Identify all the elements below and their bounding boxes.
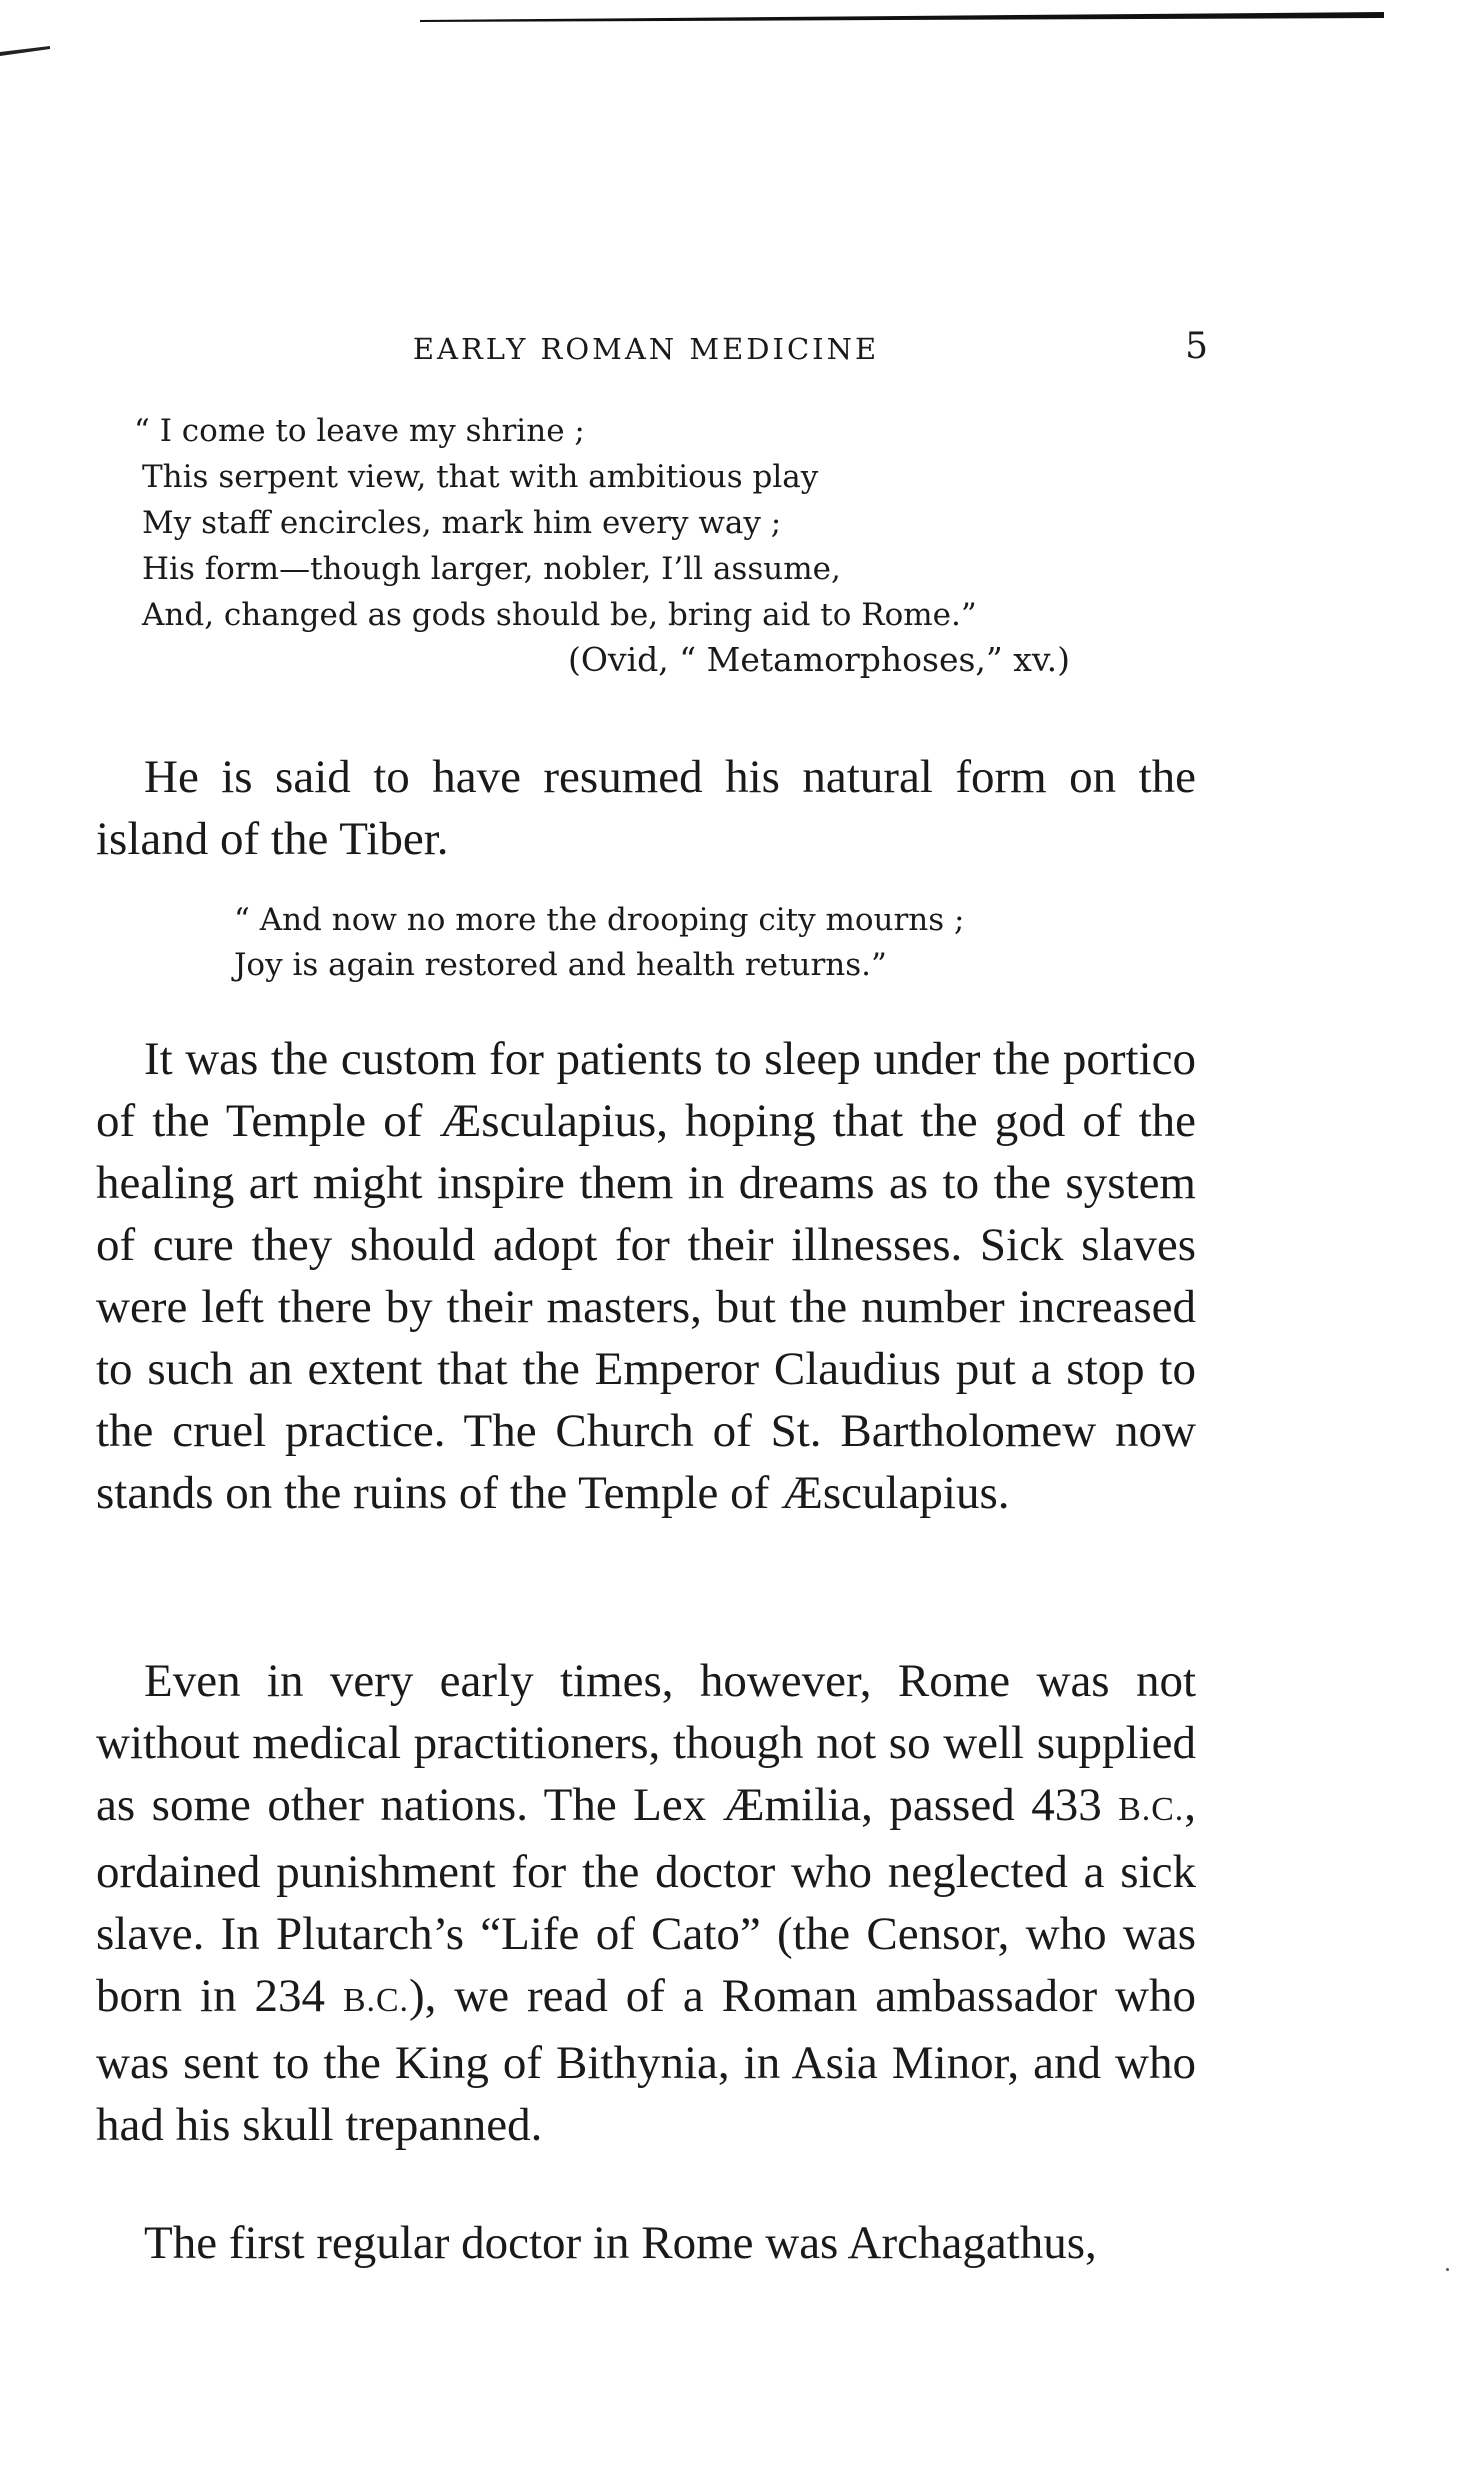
scan-speck bbox=[1446, 2268, 1449, 2271]
paragraph-archagathus bbox=[96, 2212, 1196, 2274]
running-title: EARLY ROMAN MEDICINE bbox=[412, 332, 880, 366]
paragraph-temple-custom bbox=[96, 1028, 1196, 1524]
bc-abbreviation: B.C. bbox=[1118, 1791, 1185, 1828]
text-run: Even in very early times, however, Rome was not without medical practitioners, though not so well supplied as some other nations. The Lex Æmilia, passed 433 bbox=[96, 1655, 1196, 1831]
page-header bbox=[96, 326, 1208, 376]
poem-line: This serpent view, that with ambitious play bbox=[142, 459, 819, 495]
paragraph-text: The first regular doctor in Rome was Archagathus, bbox=[144, 2217, 1097, 2269]
ovid-quote bbox=[134, 408, 977, 638]
poem-line: “ I come to leave my shrine ; bbox=[134, 413, 585, 449]
text-run: , ordained punishment for the doctor who neglected a sick slave. In Plutarch’s “Life of Cato” (the Censor, who was born in 234 bbox=[96, 1779, 1197, 2022]
paragraph-text bbox=[96, 1650, 1196, 2156]
city-quote bbox=[234, 898, 964, 988]
top-rule-line bbox=[420, 8, 1384, 24]
bc-abbreviation: B.C. bbox=[342, 1982, 409, 2019]
paragraph-text: It was the custom for patients to sleep under the portico of the Temple of Æsculapius, hoping that the god of the healing art might inspire them in dreams as to the system of cure they should adopt for their illnesses. Sick slaves were left there by their masters, but the number increased to such an extent that the Emperor Claudius put a stop to the cruel practice. The Church of St. Bartholomew now stands on the ruins of the Temple of Æsculapius. bbox=[96, 1033, 1196, 1519]
text-run: ), we read of a Roman ambassador who was sent to the King of Bithynia, in Asia Minor, and who had his skull trepanned. bbox=[96, 1970, 1196, 2151]
page-number: 5 bbox=[1185, 326, 1208, 367]
scan-edge-mark bbox=[0, 44, 50, 58]
paragraph-tiber bbox=[96, 746, 1196, 870]
paragraph-text: He is said to have resumed his natural form on the island of the Tiber. bbox=[96, 751, 1196, 865]
poem-line: Joy is again restored and health returns.” bbox=[234, 947, 887, 983]
poem-line: His form—though larger, nobler, I’ll assume, bbox=[142, 551, 841, 587]
poem-line: “ And now no more the drooping city mourns ; bbox=[234, 902, 965, 938]
paragraph-early-practitioners bbox=[96, 1650, 1196, 2156]
poem-line: My staff encircles, mark him every way ; bbox=[142, 505, 782, 541]
poem-line: And, changed as gods should be, bring aid to Rome.” bbox=[142, 597, 977, 633]
ovid-attribution: (Ovid, “ Metamorphoses,” xv.) bbox=[568, 640, 1070, 679]
